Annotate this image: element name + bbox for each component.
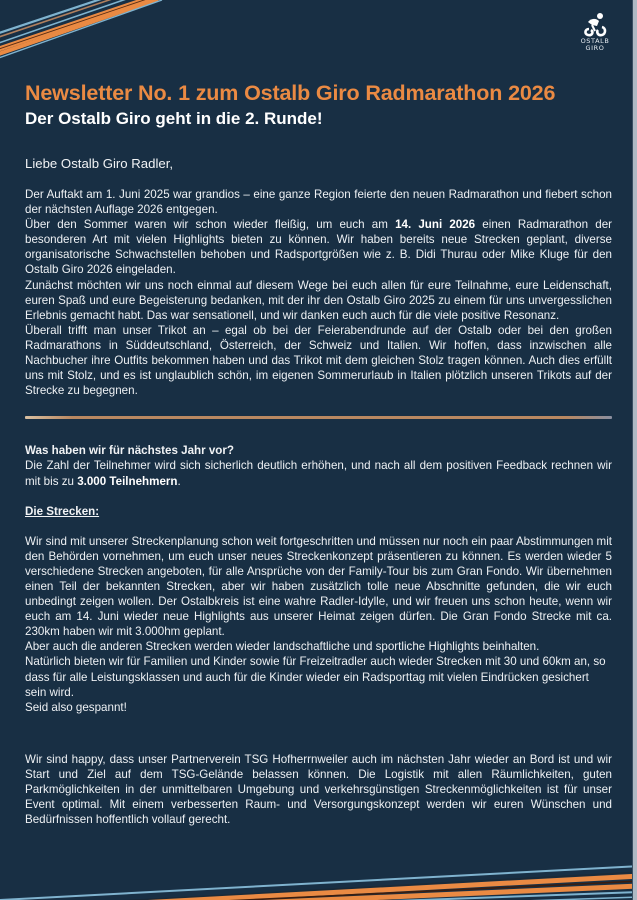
event-date-highlight: 14. Juni 2026 bbox=[395, 218, 476, 232]
newsletter-content bbox=[25, 80, 612, 827]
decorative-stripes-bottom bbox=[0, 860, 637, 900]
greeting: Liebe Ostalb Giro Radler, bbox=[25, 156, 174, 171]
decorative-stripes-top bbox=[0, 0, 200, 60]
partner-paragraph: Wir sind happy, dass unser Partnerverein TSG Hofherrnweiler auch im nächsten Jahr wieder an Bord ist und wir Start und Ziel auf dem TSG-Gelände belassen können. Die Logistik mit allen Räumlichkeiten, guten Parkmöglichkeiten in der unmittelbaren Umgebung und verkehrsgünstigen Streckenmöglichkeiten ist für unser Event optimal. Mit einem verbesserten Raum- und Versorgungskonzept werden wir euren Wünschen und Bedürfnissen hoffentlich vollauf gerecht. bbox=[25, 752, 612, 827]
cyclist-icon bbox=[580, 12, 610, 38]
next-year-text-before: Die Zahl der Teilnehmer wird sich sicherlich deutlich erhöhen, und nach all dem positiven Feedback rechnen wir mit bis zu bbox=[25, 459, 612, 488]
next-year-text-after: . bbox=[177, 474, 181, 488]
intro-paragraph-3: Zunächst möchten wir uns noch einmal auf diesem Wege bei euch allen für eure Teilnahme, eure Leidenschaft, euren Spaß und eure Begeisterung bedanken, mit der ihr den Ostalb Giro 2025 zu einem für uns unvergesslichen Erlebnis gemacht habt. Das war sensationell, und wir danken euch auch für die viele positive Resonanz. bbox=[25, 278, 612, 322]
routes-paragraph-3: Natürlich bieten wir für Familien und Kinder sowie für Freizeitradler auch wieder Strecken mit 30 und 60km an, so dass für alle Leistungsklassen und auch für die Kinder wieder ein Radsporttag mit vielen Eindrücken gesichert sein wird. bbox=[25, 655, 606, 699]
ostalb-giro-logo bbox=[572, 12, 618, 62]
newsletter-subtitle: Der Ostalb Giro geht in die 2. Runde! bbox=[25, 109, 323, 128]
routes-heading: Die Strecken: bbox=[25, 504, 100, 518]
intro-p2-text-after: einen Radmarathon der besonderen Art mit vielen Highlights bieten zu können. Wir haben bereits neue Strecken geplant, diverse organisatorische Schwachstellen behoben und Radsportgrößen wie z. B. Didi Thurau oder Mike Kluge für den Ostalb Giro 2026 eingeladen. bbox=[25, 218, 613, 277]
logo-text-line2: GIRO bbox=[585, 44, 605, 52]
intro-paragraph-2 bbox=[25, 217, 612, 277]
next-year-heading: Was haben wir für nächstes Jahr vor? bbox=[25, 444, 234, 458]
logo-text-line1: OSTALB bbox=[580, 37, 610, 45]
newsletter-title: Newsletter No. 1 zum Ostalb Giro Radmarathon 2026 bbox=[25, 81, 556, 105]
routes-paragraph-1: Wir sind mit unserer Streckenplanung schon weit fortgeschritten und müssen nur noch ein paar Abstimmungen mit den Behörden vornehmen, um euch unser neues Streckenkonzept präsentieren zu können. Es werden wieder 5 verschiedene Strecken angeboten, für alle Ansprüche von der Family-Tour bis zum Gran Fondo. Wir übernehmen einen Teil der bekannten Strecken, aber wir haben zusätzlich tolle neue Abschnitte gefunden, die wir euch unbedingt zeigen wollen. Der Ostalbkreis ist eine wahre Radler-Idylle, und wir freuen uns schon heute, wenn wir euch am 14. Juni wieder neue Highlights aus unserer Heimat zeigen dürfen. Die Gran Fondo Strecke mit ca. 230km haben wir mit 3.000hm geplant. bbox=[25, 534, 612, 639]
intro-paragraph-4: Überall trifft man unser Trikot an – egal ob bei der Feierabendrunde auf der Ostalb oder bei den großen Radmarathons in Süddeutschland, Österreich, der Schweiz und Italien. Wir hoffen, dass inzwischen alle Nachbucher ihre Outfits bekommen haben und das Trikot mit dem gleichen Stolz tragen können. Auch dies erfüllt uns mit Stolz, und es ist unglaublich schön, im eigenen Sommerurlaub in Italien plötzlich unseren Trikots auf der Strecke zu begegnen. bbox=[25, 323, 612, 398]
routes-paragraph-2: Aber auch die anderen Strecken werden wieder landschaftliche und sportliche Highlights beinhalten. bbox=[25, 640, 540, 654]
section-divider bbox=[25, 416, 612, 419]
next-year-paragraph bbox=[25, 458, 612, 488]
routes-paragraph-4: Seid also gespannt! bbox=[25, 700, 127, 714]
participants-highlight: 3.000 Teilnehmern bbox=[77, 474, 178, 488]
page-edge bbox=[633, 0, 637, 900]
intro-p2-text-before: Über den Sommer waren wir schon wieder fleißig, um euch am bbox=[25, 218, 396, 232]
intro-paragraph-1: Der Auftakt am 1. Juni 2025 war grandios – eine ganze Region feierte den neuen Radmarathon und fiebert schon der nächsten Auflage 2026 entgegen. bbox=[25, 188, 612, 217]
